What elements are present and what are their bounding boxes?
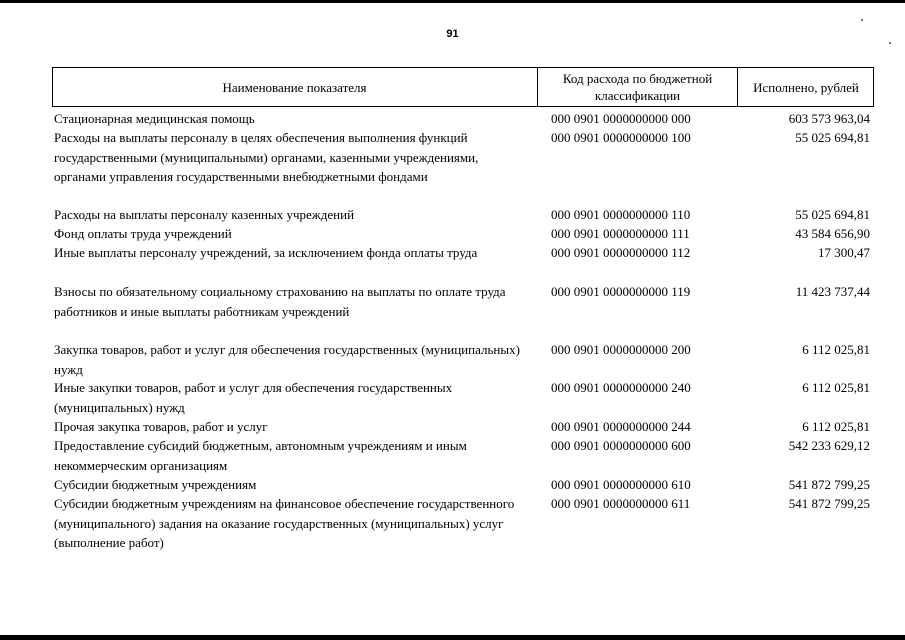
header-name: Наименование показателя: [222, 79, 367, 95]
row-name: Стационарная медицинская помощь: [54, 111, 255, 126]
row-name: Субсидии бюджетным учреждениям: [54, 477, 257, 492]
budget-table: [52, 67, 874, 550]
row-amount: 55 025 694,81: [795, 130, 870, 145]
row-amount: 17 300,47: [818, 245, 870, 260]
row-amount: 542 233 629,12: [788, 438, 870, 453]
row-code: 000 0901 0000000000 200: [551, 342, 691, 357]
row-code: 000 0901 0000000000 111: [551, 226, 690, 241]
scan-edge-bottom: [0, 635, 905, 640]
row-code: 000 0901 0000000000 119: [551, 284, 691, 299]
row-name: Иные выплаты персоналу учреждений, за исключением фонда оплаты труда: [54, 245, 478, 260]
row-name: Взносы по обязательному социальному страхованию на выплаты по оплате труда работников и иные выплаты работникам учреждений: [54, 284, 506, 319]
row-amount: 541 872 799,25: [788, 496, 870, 511]
row-name: Закупка товаров, работ и услуг для обеспечения государственных (муниципальных) нужд: [54, 342, 520, 377]
row-amount: 43 584 656,90: [795, 226, 870, 241]
row-code: 000 0901 0000000000 600: [551, 438, 691, 453]
header-amount: Исполнено, рублей: [737, 68, 874, 106]
row-amount: 55 025 694,81: [795, 207, 870, 222]
row-amount: 6 112 025,81: [802, 342, 870, 357]
row-code: 000 0901 0000000000 610: [551, 477, 691, 492]
row-name: Иные закупки товаров, работ и услуг для обеспечения государственных (муниципальных) нужд: [54, 380, 453, 415]
row-amount: 6 112 025,81: [802, 380, 870, 395]
row-code: 000 0901 0000000000 110: [551, 207, 691, 222]
row-name: Предоставление субсидий бюджетным, автономным учреждениям и иным некоммерческим организациям: [54, 438, 467, 473]
row-code: 000 0901 0000000000 100: [551, 130, 691, 145]
row-name: Прочая закупка товаров, работ и услуг: [54, 419, 268, 434]
scan-speck: [889, 42, 891, 44]
row-amount: 11 423 737,44: [795, 284, 870, 299]
row-name: Расходы на выплаты персоналу в целях обеспечения выполнения функций государственными (муниципальными) органами, казенными учреждениями, органами управления государственными внебюджетными фондами: [54, 130, 479, 184]
row-code: 000 0901 0000000000 000: [551, 111, 691, 126]
row-name: Расходы на выплаты персоналу казенных учреждений: [54, 207, 355, 222]
row-name: Фонд оплаты труда учреждений: [54, 226, 232, 241]
row-code: 000 0901 0000000000 240: [551, 380, 691, 395]
header-code: Код расхода по бюджетной классификации: [537, 68, 737, 106]
table-header: [52, 67, 874, 107]
row-code: 000 0901 0000000000 611: [551, 496, 691, 511]
scan-speck: [861, 19, 863, 21]
page-number: 91: [446, 28, 459, 40]
scan-edge-top: [0, 0, 905, 3]
row-amount: 541 872 799,25: [788, 477, 870, 492]
row-code: 000 0901 0000000000 244: [551, 419, 691, 434]
row-amount: 603 573 963,04: [788, 111, 870, 126]
row-name: Субсидии бюджетным учреждениям на финансовое обеспечение государственного (муниципального) задания на оказание государственных (муниципальных) услуг (выполнение работ): [54, 496, 515, 550]
row-amount: 6 112 025,81: [802, 419, 870, 434]
row-code: 000 0901 0000000000 112: [551, 245, 691, 260]
